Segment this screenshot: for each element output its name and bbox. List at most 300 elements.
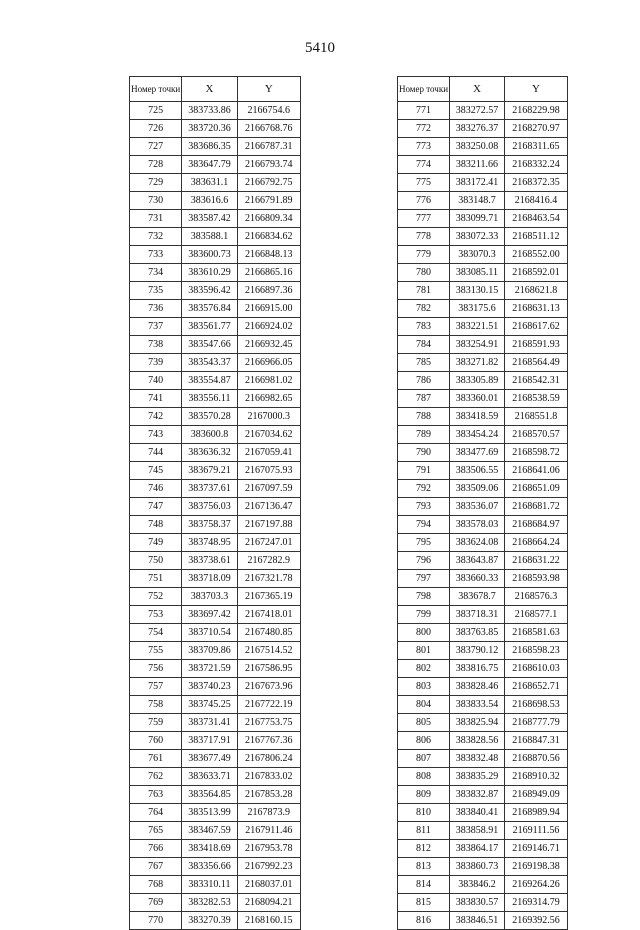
table-row [130, 156, 301, 174]
table-row [130, 498, 301, 516]
y-coordinate-cell: 2167673.96 [237, 678, 300, 696]
table-row [398, 696, 568, 714]
point-number-cell: 739 [130, 354, 182, 372]
table-row [398, 192, 568, 210]
y-coordinate-cell: 2167097.59 [237, 480, 300, 498]
point-number-cell: 806 [398, 732, 450, 750]
coordinates-table-left [129, 76, 301, 930]
x-coordinate-cell: 383833.54 [450, 696, 505, 714]
point-number-cell: 733 [130, 246, 182, 264]
point-number-cell: 782 [398, 300, 450, 318]
point-number-cell: 812 [398, 840, 450, 858]
x-coordinate-cell: 383858.91 [450, 822, 505, 840]
x-coordinate-cell: 383756.03 [182, 498, 237, 516]
y-coordinate-cell: 2167365.19 [237, 588, 300, 606]
x-coordinate-cell: 383418.59 [450, 408, 505, 426]
point-number-cell: 772 [398, 120, 450, 138]
table-row [398, 768, 568, 786]
x-coordinate-cell: 383356.66 [182, 858, 237, 876]
x-coordinate-cell: 383790.12 [450, 642, 505, 660]
y-coordinate-cell: 2168631.22 [505, 552, 568, 570]
table-row [130, 678, 301, 696]
table-row [398, 840, 568, 858]
table-row [130, 858, 301, 876]
x-coordinate-cell: 383596.42 [182, 282, 237, 300]
x-coordinate-cell: 383745.25 [182, 696, 237, 714]
x-coordinate-cell: 383600.8 [182, 426, 237, 444]
point-number-cell: 736 [130, 300, 182, 318]
y-coordinate-cell: 2166809.34 [237, 210, 300, 228]
y-coordinate-cell: 2169314.79 [505, 894, 568, 912]
point-number-cell: 752 [130, 588, 182, 606]
point-number-header: Номер точки [130, 77, 182, 102]
y-coordinate-cell: 2166924.02 [237, 318, 300, 336]
y-coordinate-cell: 2168777.79 [505, 714, 568, 732]
table-row [398, 228, 568, 246]
point-number-cell: 726 [130, 120, 182, 138]
y-coordinate-cell: 2167418.01 [237, 606, 300, 624]
coordinates-table-right [397, 76, 568, 930]
point-number-cell: 766 [130, 840, 182, 858]
point-number-cell: 755 [130, 642, 182, 660]
point-number-cell: 787 [398, 390, 450, 408]
table-row [130, 390, 301, 408]
table-row [130, 336, 301, 354]
table-row [398, 516, 568, 534]
point-number-cell: 758 [130, 696, 182, 714]
y-coordinate-cell: 2167753.75 [237, 714, 300, 732]
table-row [130, 462, 301, 480]
point-number-cell: 781 [398, 282, 450, 300]
x-coordinate-cell: 383305.89 [450, 372, 505, 390]
y-coordinate-cell: 2168160.15 [237, 912, 300, 930]
table-row [398, 660, 568, 678]
y-coordinate-cell: 2169146.71 [505, 840, 568, 858]
point-number-cell: 811 [398, 822, 450, 840]
point-number-cell: 815 [398, 894, 450, 912]
point-number-cell: 790 [398, 444, 450, 462]
table-row [130, 444, 301, 462]
point-number-cell: 788 [398, 408, 450, 426]
y-coordinate-cell: 2167853.28 [237, 786, 300, 804]
point-number-cell: 730 [130, 192, 182, 210]
y-coordinate-cell: 2168684.97 [505, 516, 568, 534]
point-number-cell: 743 [130, 426, 182, 444]
x-coordinate-cell: 383647.79 [182, 156, 237, 174]
x-coordinate-cell: 383678.7 [450, 588, 505, 606]
point-number-cell: 732 [130, 228, 182, 246]
point-number-cell: 805 [398, 714, 450, 732]
y-coordinate-cell: 2167911.46 [237, 822, 300, 840]
point-number-cell: 810 [398, 804, 450, 822]
table-row [130, 894, 301, 912]
x-coordinate-cell: 383738.61 [182, 552, 237, 570]
table-row [398, 804, 568, 822]
y-coordinate-cell: 2167722.19 [237, 696, 300, 714]
table-row [130, 840, 301, 858]
point-number-cell: 784 [398, 336, 450, 354]
x-coordinate-cell: 383570.28 [182, 408, 237, 426]
table-body-right [398, 102, 568, 930]
table-row [398, 714, 568, 732]
point-number-cell: 734 [130, 264, 182, 282]
x-header: X [182, 77, 237, 102]
point-number-cell: 800 [398, 624, 450, 642]
table-row [398, 444, 568, 462]
x-coordinate-cell: 383554.87 [182, 372, 237, 390]
table-row [130, 768, 301, 786]
y-coordinate-cell: 2167833.02 [237, 768, 300, 786]
y-header: Y [237, 77, 300, 102]
point-number-cell: 803 [398, 678, 450, 696]
table-row [130, 912, 301, 930]
x-coordinate-cell: 383543.37 [182, 354, 237, 372]
x-coordinate-cell: 383721.59 [182, 660, 237, 678]
table-row [398, 210, 568, 228]
y-coordinate-cell: 2168698.53 [505, 696, 568, 714]
x-coordinate-cell: 383633.71 [182, 768, 237, 786]
table-row [398, 318, 568, 336]
point-number-cell: 777 [398, 210, 450, 228]
table-row [130, 300, 301, 318]
point-number-cell: 744 [130, 444, 182, 462]
x-coordinate-cell: 383697.42 [182, 606, 237, 624]
table-row [398, 624, 568, 642]
x-coordinate-cell: 383547.66 [182, 336, 237, 354]
table-row [130, 282, 301, 300]
table-row [130, 264, 301, 282]
table-body-left [130, 102, 301, 930]
table-header-row [130, 77, 301, 102]
y-coordinate-cell: 2167000.3 [237, 408, 300, 426]
point-number-cell: 745 [130, 462, 182, 480]
y-coordinate-cell: 2168847.31 [505, 732, 568, 750]
y-coordinate-cell: 2167586.95 [237, 660, 300, 678]
point-number-cell: 767 [130, 858, 182, 876]
point-number-cell: 793 [398, 498, 450, 516]
table-row [130, 408, 301, 426]
table-row [130, 102, 301, 120]
table-row [130, 624, 301, 642]
x-coordinate-cell: 383250.08 [450, 138, 505, 156]
point-number-cell: 814 [398, 876, 450, 894]
point-number-cell: 770 [130, 912, 182, 930]
y-coordinate-cell: 2168989.94 [505, 804, 568, 822]
y-coordinate-cell: 2168598.72 [505, 444, 568, 462]
y-coordinate-cell: 2168037.01 [237, 876, 300, 894]
point-number-cell: 756 [130, 660, 182, 678]
x-coordinate-cell: 383828.56 [450, 732, 505, 750]
y-coordinate-cell: 2166787.31 [237, 138, 300, 156]
y-coordinate-cell: 2168332.24 [505, 156, 568, 174]
x-coordinate-cell: 383710.54 [182, 624, 237, 642]
y-coordinate-cell: 2166897.36 [237, 282, 300, 300]
y-coordinate-cell: 2168591.93 [505, 336, 568, 354]
x-coordinate-cell: 383360.01 [450, 390, 505, 408]
x-coordinate-cell: 383454.24 [450, 426, 505, 444]
table-row [398, 120, 568, 138]
y-coordinate-cell: 2167514.52 [237, 642, 300, 660]
y-coordinate-cell: 2168949.09 [505, 786, 568, 804]
table-row [130, 192, 301, 210]
x-coordinate-cell: 383588.1 [182, 228, 237, 246]
table-row [130, 372, 301, 390]
point-number-cell: 798 [398, 588, 450, 606]
y-coordinate-cell: 2168577.1 [505, 606, 568, 624]
x-coordinate-cell: 383703.3 [182, 588, 237, 606]
point-number-cell: 746 [130, 480, 182, 498]
x-coordinate-cell: 383709.86 [182, 642, 237, 660]
x-coordinate-cell: 383816.75 [450, 660, 505, 678]
point-number-cell: 747 [130, 498, 182, 516]
table-row [130, 516, 301, 534]
table-row [398, 750, 568, 768]
point-number-cell: 748 [130, 516, 182, 534]
point-number-cell: 757 [130, 678, 182, 696]
x-coordinate-cell: 383130.15 [450, 282, 505, 300]
x-coordinate-cell: 383564.85 [182, 786, 237, 804]
table-row [130, 876, 301, 894]
x-coordinate-cell: 383271.82 [450, 354, 505, 372]
table-row [130, 732, 301, 750]
x-coordinate-cell: 383624.08 [450, 534, 505, 552]
table-row [130, 642, 301, 660]
y-coordinate-cell: 2166982.65 [237, 390, 300, 408]
table-row [398, 570, 568, 588]
y-coordinate-cell: 2168593.98 [505, 570, 568, 588]
table-row [130, 354, 301, 372]
y-coordinate-cell: 2166793.74 [237, 156, 300, 174]
point-number-cell: 763 [130, 786, 182, 804]
point-number-cell: 735 [130, 282, 182, 300]
x-coordinate-cell: 383860.73 [450, 858, 505, 876]
point-number-cell: 801 [398, 642, 450, 660]
x-coordinate-cell: 383509.06 [450, 480, 505, 498]
x-coordinate-cell: 383576.84 [182, 300, 237, 318]
point-number-cell: 808 [398, 768, 450, 786]
table-row [398, 786, 568, 804]
x-coordinate-cell: 383660.33 [450, 570, 505, 588]
y-coordinate-cell: 2167136.47 [237, 498, 300, 516]
table-header-row [398, 77, 568, 102]
y-coordinate-cell: 2169264.26 [505, 876, 568, 894]
y-coordinate-cell: 2166791.89 [237, 192, 300, 210]
table-row [398, 552, 568, 570]
point-number-cell: 760 [130, 732, 182, 750]
y-coordinate-cell: 2168581.63 [505, 624, 568, 642]
y-coordinate-cell: 2168564.49 [505, 354, 568, 372]
x-coordinate-cell: 383085.11 [450, 264, 505, 282]
table-row [398, 354, 568, 372]
y-coordinate-cell: 2168576.3 [505, 588, 568, 606]
table-row [130, 426, 301, 444]
x-coordinate-cell: 383556.11 [182, 390, 237, 408]
x-coordinate-cell: 383718.09 [182, 570, 237, 588]
x-coordinate-cell: 383643.87 [450, 552, 505, 570]
table-row [398, 588, 568, 606]
point-number-cell: 769 [130, 894, 182, 912]
table-row [130, 120, 301, 138]
y-coordinate-cell: 2166981.02 [237, 372, 300, 390]
x-coordinate-cell: 383832.87 [450, 786, 505, 804]
point-number-cell: 780 [398, 264, 450, 282]
x-header: X [450, 77, 505, 102]
x-coordinate-cell: 383740.23 [182, 678, 237, 696]
point-number-cell: 750 [130, 552, 182, 570]
x-coordinate-cell: 383211.66 [450, 156, 505, 174]
x-coordinate-cell: 383578.03 [450, 516, 505, 534]
y-coordinate-cell: 2167197.88 [237, 516, 300, 534]
point-number-cell: 741 [130, 390, 182, 408]
table-row [130, 804, 301, 822]
y-coordinate-cell: 2167480.85 [237, 624, 300, 642]
table-row [130, 786, 301, 804]
y-coordinate-cell: 2168870.56 [505, 750, 568, 768]
x-coordinate-cell: 383720.36 [182, 120, 237, 138]
x-coordinate-cell: 383272.57 [450, 102, 505, 120]
x-coordinate-cell: 383276.37 [450, 120, 505, 138]
point-number-cell: 775 [398, 174, 450, 192]
point-number-cell: 728 [130, 156, 182, 174]
y-coordinate-cell: 2168552.00 [505, 246, 568, 264]
point-number-cell: 729 [130, 174, 182, 192]
point-number-cell: 774 [398, 156, 450, 174]
y-coordinate-cell: 2167767.36 [237, 732, 300, 750]
y-coordinate-cell: 2168598.23 [505, 642, 568, 660]
table-row [130, 318, 301, 336]
y-coordinate-cell: 2166792.75 [237, 174, 300, 192]
x-coordinate-cell: 383513.99 [182, 804, 237, 822]
point-number-cell: 804 [398, 696, 450, 714]
table-row [398, 138, 568, 156]
point-number-cell: 807 [398, 750, 450, 768]
x-coordinate-cell: 383221.51 [450, 318, 505, 336]
x-coordinate-cell: 383686.35 [182, 138, 237, 156]
y-coordinate-cell: 2168463.54 [505, 210, 568, 228]
table-row [398, 336, 568, 354]
point-number-cell: 792 [398, 480, 450, 498]
table-row [398, 894, 568, 912]
y-coordinate-cell: 2168511.12 [505, 228, 568, 246]
table-row [398, 102, 568, 120]
table-row [398, 642, 568, 660]
point-number-cell: 776 [398, 192, 450, 210]
table-row [130, 534, 301, 552]
x-coordinate-cell: 383631.1 [182, 174, 237, 192]
x-coordinate-cell: 383282.53 [182, 894, 237, 912]
y-coordinate-cell: 2166848.13 [237, 246, 300, 264]
point-number-cell: 749 [130, 534, 182, 552]
y-coordinate-cell: 2169392.56 [505, 912, 568, 930]
point-number-header: Номер точки [398, 77, 450, 102]
point-number-cell: 813 [398, 858, 450, 876]
table-row [398, 732, 568, 750]
point-number-cell: 771 [398, 102, 450, 120]
point-number-cell: 779 [398, 246, 450, 264]
table-row [398, 858, 568, 876]
y-coordinate-cell: 2168570.57 [505, 426, 568, 444]
y-coordinate-cell: 2168617.62 [505, 318, 568, 336]
table-row [398, 606, 568, 624]
x-coordinate-cell: 383828.46 [450, 678, 505, 696]
table-row [398, 480, 568, 498]
y-coordinate-cell: 2168621.8 [505, 282, 568, 300]
x-coordinate-cell: 383758.37 [182, 516, 237, 534]
x-coordinate-cell: 383418.69 [182, 840, 237, 858]
y-header: Y [505, 77, 568, 102]
y-coordinate-cell: 2166834.62 [237, 228, 300, 246]
x-coordinate-cell: 383636.32 [182, 444, 237, 462]
y-coordinate-cell: 2167075.93 [237, 462, 300, 480]
x-coordinate-cell: 383172.41 [450, 174, 505, 192]
x-coordinate-cell: 383717.91 [182, 732, 237, 750]
y-coordinate-cell: 2168664.24 [505, 534, 568, 552]
table-row [398, 462, 568, 480]
point-number-cell: 727 [130, 138, 182, 156]
table-row [398, 282, 568, 300]
y-coordinate-cell: 2167953.78 [237, 840, 300, 858]
table-row [130, 606, 301, 624]
y-coordinate-cell: 2166768.76 [237, 120, 300, 138]
x-coordinate-cell: 383846.2 [450, 876, 505, 894]
table-row [398, 390, 568, 408]
table-row [130, 588, 301, 606]
y-coordinate-cell: 2168592.01 [505, 264, 568, 282]
y-coordinate-cell: 2167806.24 [237, 750, 300, 768]
point-number-cell: 754 [130, 624, 182, 642]
y-coordinate-cell: 2168910.32 [505, 768, 568, 786]
table-row [130, 210, 301, 228]
point-number-cell: 809 [398, 786, 450, 804]
point-number-cell: 761 [130, 750, 182, 768]
x-coordinate-cell: 383677.49 [182, 750, 237, 768]
x-coordinate-cell: 383835.29 [450, 768, 505, 786]
point-number-cell: 799 [398, 606, 450, 624]
y-coordinate-cell: 2167247.01 [237, 534, 300, 552]
page-number: 5410 [305, 40, 335, 56]
point-number-cell: 765 [130, 822, 182, 840]
x-coordinate-cell: 383737.61 [182, 480, 237, 498]
point-number-cell: 737 [130, 318, 182, 336]
table-row [398, 498, 568, 516]
point-number-cell: 738 [130, 336, 182, 354]
table-row [398, 678, 568, 696]
x-coordinate-cell: 383830.57 [450, 894, 505, 912]
y-coordinate-cell: 2167992.23 [237, 858, 300, 876]
x-coordinate-cell: 383561.77 [182, 318, 237, 336]
point-number-cell: 785 [398, 354, 450, 372]
point-number-cell: 753 [130, 606, 182, 624]
point-number-cell: 768 [130, 876, 182, 894]
x-coordinate-cell: 383718.31 [450, 606, 505, 624]
point-number-cell: 797 [398, 570, 450, 588]
y-coordinate-cell: 2168270.97 [505, 120, 568, 138]
table-row [398, 372, 568, 390]
y-coordinate-cell: 2167282.9 [237, 552, 300, 570]
x-coordinate-cell: 383731.41 [182, 714, 237, 732]
x-coordinate-cell: 383832.48 [450, 750, 505, 768]
point-number-cell: 751 [130, 570, 182, 588]
table-row [130, 174, 301, 192]
point-number-cell: 762 [130, 768, 182, 786]
x-coordinate-cell: 383270.39 [182, 912, 237, 930]
x-coordinate-cell: 383099.71 [450, 210, 505, 228]
table-row [130, 750, 301, 768]
y-coordinate-cell: 2168641.06 [505, 462, 568, 480]
y-coordinate-cell: 2166932.45 [237, 336, 300, 354]
point-number-cell: 731 [130, 210, 182, 228]
table-row [398, 156, 568, 174]
